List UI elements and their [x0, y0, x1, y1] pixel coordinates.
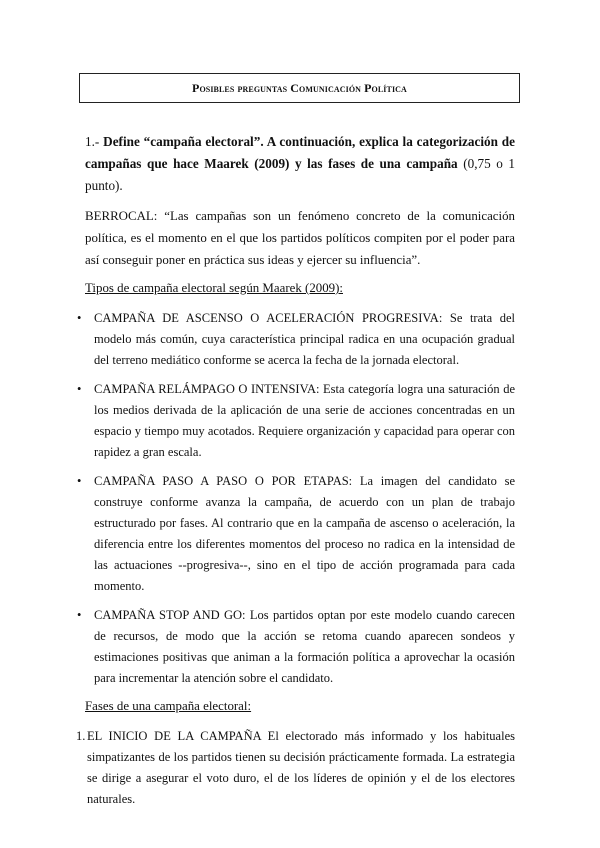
campaign-type-text: CAMPAÑA STOP AND GO: Los partidos optan por este modelo cuando carecen de recursos, de modo que la acción se retoma cuando aparecen sondeos y estimaciones positivas que animan a la formación política a aprovechar la ocasión para incrementar la atención sobre el candidato. — [94, 608, 515, 685]
document-title: Posibles preguntas Comunicación Política — [192, 80, 407, 95]
question-number: 1.- — [85, 134, 100, 149]
phases-list — [76, 726, 515, 810]
document-body — [76, 131, 516, 810]
phase-text: EL INICIO DE LA CAMPAÑA El electorado más informado y los habituales simpatizantes de los partidos tienen su decisión prácticamente formada. La estrategia se dirige a asegurar el voto duro, el de los líderes de opinión y el de los electores naturales. — [87, 729, 515, 806]
bullet-icon: • — [77, 311, 82, 325]
list-item — [77, 471, 515, 597]
campaign-types-list — [77, 308, 515, 689]
bullet-icon: • — [77, 608, 82, 622]
title-box — [79, 73, 520, 103]
types-heading: Tipos de campaña electoral según Maarek (2009): — [85, 281, 343, 295]
definition-paragraph: BERROCAL: “Las campañas son un fenómeno concreto de la comunicación política, es el momento en el que los partidos políticos compiten por el poder para así conseguir poner en práctica sus ideas y ejercer su influencia”. — [85, 209, 515, 267]
list-item — [77, 605, 515, 689]
list-item — [76, 726, 515, 810]
bullet-icon: • — [77, 382, 82, 396]
bullet-icon: • — [77, 474, 82, 488]
campaign-type-text: CAMPAÑA PASO A PASO O POR ETAPAS: La imagen del candidato se construye conforme avanza la campaña, de acuerdo con un plan de trabajo estructurado por fases. Al contrario que en la campaña de ascenso o aceleración, la diferencia entre los diferentes momentos del proceso no radica en la intensidad de las actuaciones --progresiva--, sino en el tipo de acción programada para cada momento. — [94, 474, 515, 593]
phase-number: 1. — [76, 729, 86, 743]
question-text: Define “campaña electoral”. A continuación, explica la categorización de campañas que hace Maarek (2009) y las fases de una campaña — [85, 134, 515, 171]
list-item — [77, 308, 515, 371]
question-paragraph — [85, 131, 515, 197]
campaign-type-text: CAMPAÑA DE ASCENSO O ACELERACIÓN PROGRESIVA: Se trata del modelo más común, cuya característica principal radica en una ocupación gradual del terreno mediático conforme se acerca la fecha de la jornada electoral. — [94, 311, 515, 367]
list-item — [77, 379, 515, 463]
question-score: (0,75 o 1 punto). — [85, 156, 516, 193]
phases-heading: Fases de una campaña electoral: — [85, 699, 252, 713]
campaign-type-text: CAMPAÑA RELÁMPAGO O INTENSIVA: Esta categoría logra una saturación de los medios derivada de la aplicación de una serie de acciones concentradas en un espacio y tiempo muy acotados. Requiere organización y capacidad para operar con rapidez a gran escala. — [94, 382, 515, 459]
